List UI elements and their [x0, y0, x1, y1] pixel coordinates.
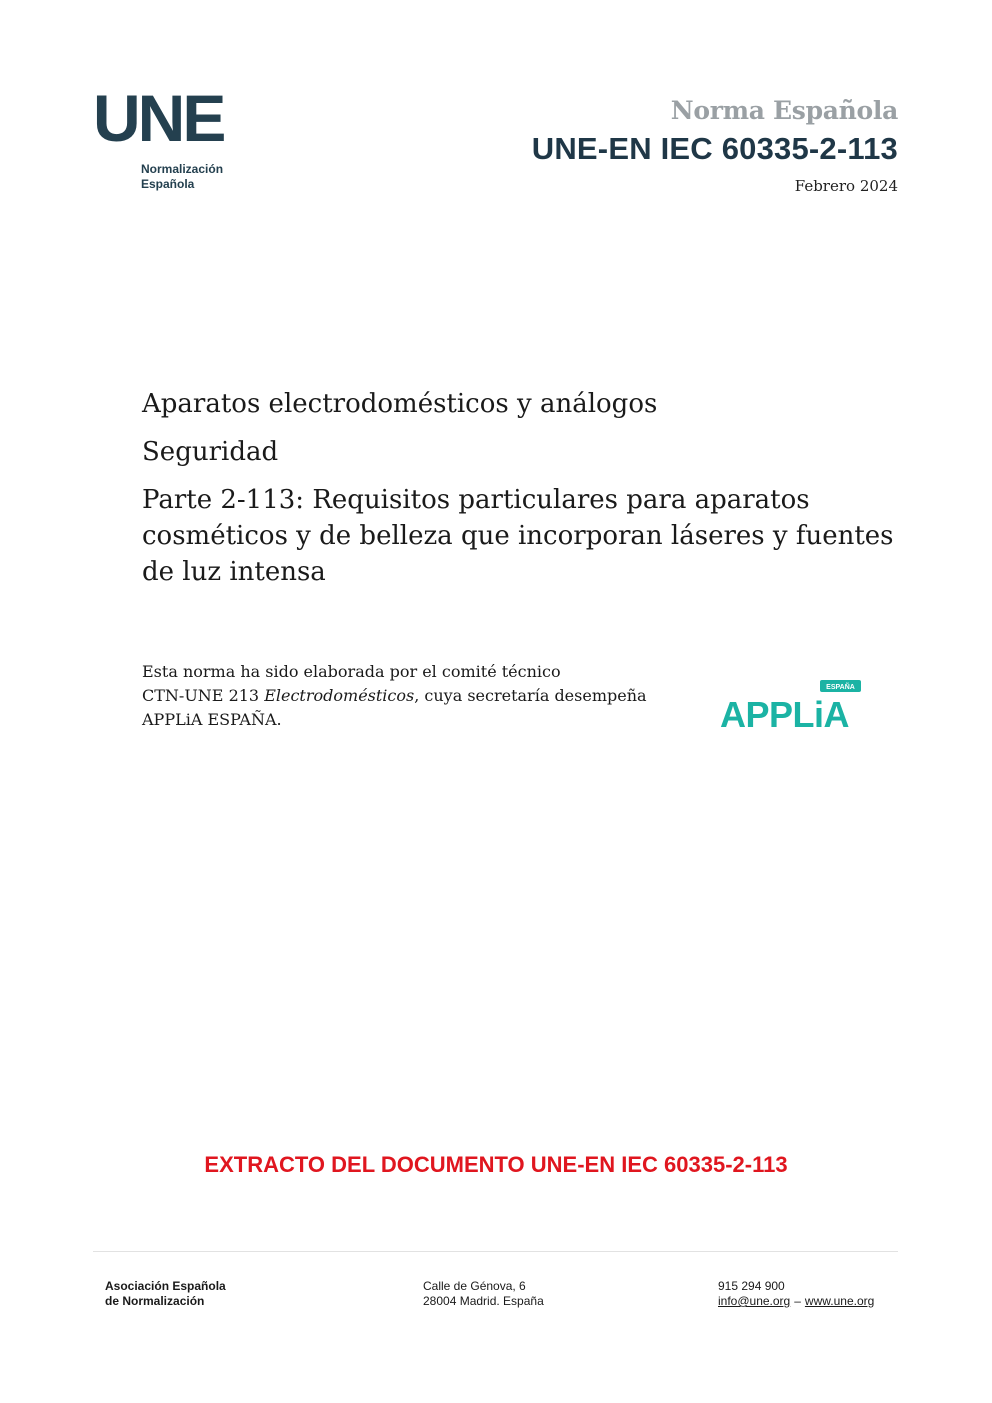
committee-name: Electrodomésticos [264, 686, 415, 705]
applia-badge-text: ESPAÑA [826, 684, 855, 691]
footer-links [718, 1294, 874, 1309]
footer-separator: – [794, 1294, 801, 1308]
footer-address-line2: 28004 Madrid. España [423, 1294, 544, 1308]
title-line-3: Parte 2-113: Requisitos particulares para aparatos cosméticos y de belleza que incorporan láseres y fuentes de luz intensa [142, 485, 894, 587]
footer-email-link[interactable]: info@une.org [718, 1294, 791, 1308]
footer-phone: 915 294 900 [718, 1279, 785, 1293]
committee-suffix: , cuya secretaría desempeña [414, 686, 647, 705]
norma-code: UNE-EN IEC 60335-2-113 [531, 131, 898, 166]
applia-word: APPLiA [720, 694, 850, 732]
norma-label: Norma Española [670, 96, 898, 125]
une-logo-mark [93, 88, 233, 148]
committee-line-2 [142, 684, 682, 708]
applia-logo [720, 678, 865, 732]
une-logo-subtitle-line2: Española [141, 177, 195, 191]
committee-line-3: APPLiA ESPAÑA. [142, 710, 282, 729]
footer-divider [93, 1251, 898, 1252]
committee-line-1: Esta norma ha sido elaborada por el comité técnico [142, 662, 561, 681]
title-line-2: Seguridad [142, 437, 279, 467]
footer-contact [718, 1279, 874, 1309]
extract-notice: EXTRACTO DEL DOCUMENTO UNE-EN IEC 60335-2-113 [204, 1152, 788, 1177]
une-logo-subtitle-line1: Normalización [141, 162, 224, 176]
committee-statement [142, 660, 682, 732]
document-title [142, 386, 902, 602]
applia-logo-mark [720, 678, 865, 732]
footer-organization [105, 1279, 226, 1309]
footer-address-line1: Calle de Génova, 6 [423, 1279, 526, 1293]
publication-date: Febrero 2024 [794, 177, 898, 195]
footer-org-line2: de Normalización [105, 1294, 205, 1308]
footer-org-line1: Asociación Española [105, 1279, 226, 1293]
footer-website-link[interactable]: www.une.org [804, 1294, 875, 1308]
committee-code: CTN-UNE 213 [142, 686, 265, 705]
footer-address [423, 1279, 544, 1309]
title-line-1: Aparatos electrodomésticos y análogos [142, 389, 658, 419]
une-logo-text: UNE [93, 88, 224, 148]
une-logo-subtitle [141, 162, 223, 192]
